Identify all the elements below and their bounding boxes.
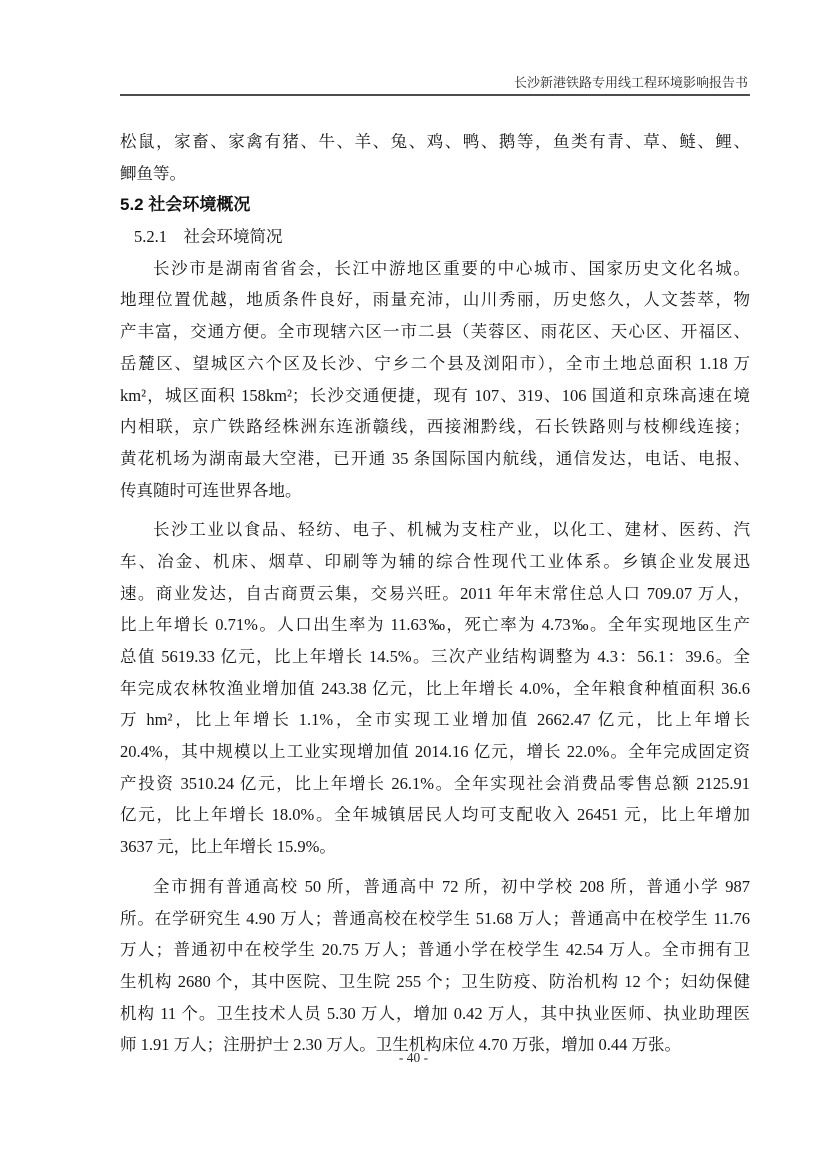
- text-line: 产投资 3510.24 亿元，比上年增长 26.1%。全年实现社会消费品零售总额 2125.91: [120, 773, 750, 793]
- text-line: 松鼠，家畜、家禽有猪、牛、羊、兔、鸡、鸭、鹅等，鱼类有青、草、鲢、鲤、: [120, 132, 750, 151]
- text-line: 产丰富，交通方便。全市现辖六区一市二县（芙蓉区、雨花区、天心区、开福区、: [120, 322, 750, 342]
- document-content: [120, 126, 750, 1061]
- text-line: 速。商业发达，自古商贾云集，交易兴旺。2011 年年末常住总人口 709.07 万人，: [120, 583, 750, 603]
- text-line: 鲫鱼等。: [120, 163, 186, 183]
- text-line: 全市拥有普通高校 50 所，普通高中 72 所，初中学校 208 所，普通小学 987: [153, 876, 750, 896]
- page-footer: [0, 1050, 827, 1066]
- text-line: 机构 11 个。卫生技术人员 5.30 万人，增加 0.42 万人，其中执业医师、执业助理医: [120, 1003, 750, 1023]
- text-line: 总值 5619.33 亿元，比上年增长 14.5%。三次产业结构调整为 4.3：56.1：39.6。全: [120, 647, 750, 666]
- text-line: 车、冶金、机床、烟草、印刷等为辅的综合性现代工业体系。乡镇企业发展迅: [120, 551, 750, 571]
- paragraph-education-health: [120, 871, 750, 1061]
- text-line: 长沙工业以食品、轻纺、电子、机械为支柱产业，以化工、建材、医药、汽: [153, 520, 750, 540]
- header-rule: [120, 94, 750, 96]
- section-5-2-heading: 5.2 社会环境概况: [120, 195, 251, 215]
- text-line: 万 hm²，比上年增长 1.1%，全市实现工业增加值 2662.47 亿元，比上年增长: [120, 710, 750, 730]
- text-line: 地理位置优越，地质条件良好，雨量充沛，山川秀丽，历史悠久，人文荟萃，物: [120, 290, 750, 310]
- text-line: 师 1.91 万人；注册护士 2.30 万人。卫生机构床位 4.70 万张，增加 0.44 万张。: [120, 1035, 681, 1055]
- text-line: 长沙市是湖南省省会，长江中游地区重要的中心城市、国家历史文化名城。: [153, 258, 750, 278]
- text-line: km²，城区面积 158km²；长沙交通便捷，现有 107、319、106 国道和京珠高速在境: [120, 385, 750, 405]
- section-5-2-1-heading: 5.2.1 社会环境简况: [134, 227, 283, 247]
- text-line: 亿元，比上年增长 18.0%。全年城镇居民人均可支配收入 26451 元，比上年增加: [120, 805, 750, 825]
- text-line: 3637 元，比上年增长 15.9%。: [120, 837, 336, 857]
- text-line: 传真随时可连世界各地。: [120, 480, 302, 500]
- text-line: 内相联，京广铁路经株洲东连浙赣线，西接湘黔线，石长铁路则与枝柳线连接；: [120, 417, 750, 437]
- paragraph-industry-economy: [120, 514, 750, 863]
- header-title: 长沙新港铁路专用线工程环境影响报告书: [513, 75, 748, 90]
- paragraph-fauna: [120, 126, 750, 189]
- paragraph-changsha-overview: [120, 253, 750, 507]
- text-line: 黄花机场为湖南最大空港，已开通 35 条国际国内航线，通信发达，电话、电报、: [120, 448, 750, 468]
- text-line: 20.4%，其中规模以上工业实现增加值 2014.16 亿元，增长 22.0%。全年完成固定资: [120, 742, 750, 762]
- text-line: 岳麓区、望城区六个区及长沙、宁乡二个县及浏阳市），全市土地总面积 1.18 万: [120, 353, 750, 373]
- text-line: 万人；普通初中在校学生 20.75 万人；普通小学在校学生 42.54 万人。全市拥有卫: [120, 940, 750, 960]
- text-line: 生机构 2680 个，其中医院、卫生院 255 个；卫生防疫、防治机构 12 个；妇幼保健: [120, 971, 750, 991]
- text-line: 比上年增长 0.71%。人口出生率为 11.63‰，死亡率为 4.73‰。全年实现地区生产: [120, 615, 750, 635]
- text-line: 年完成农林牧渔业增加值 243.38 亿元，比上年增长 4.0%，全年粮食种植面积 36.6: [120, 678, 750, 698]
- page-number: - 40 -: [398, 1050, 429, 1065]
- text-line: 所。在学研究生 4.90 万人；普通高校在校学生 51.68 万人；普通高中在校学生 11.76: [120, 908, 750, 928]
